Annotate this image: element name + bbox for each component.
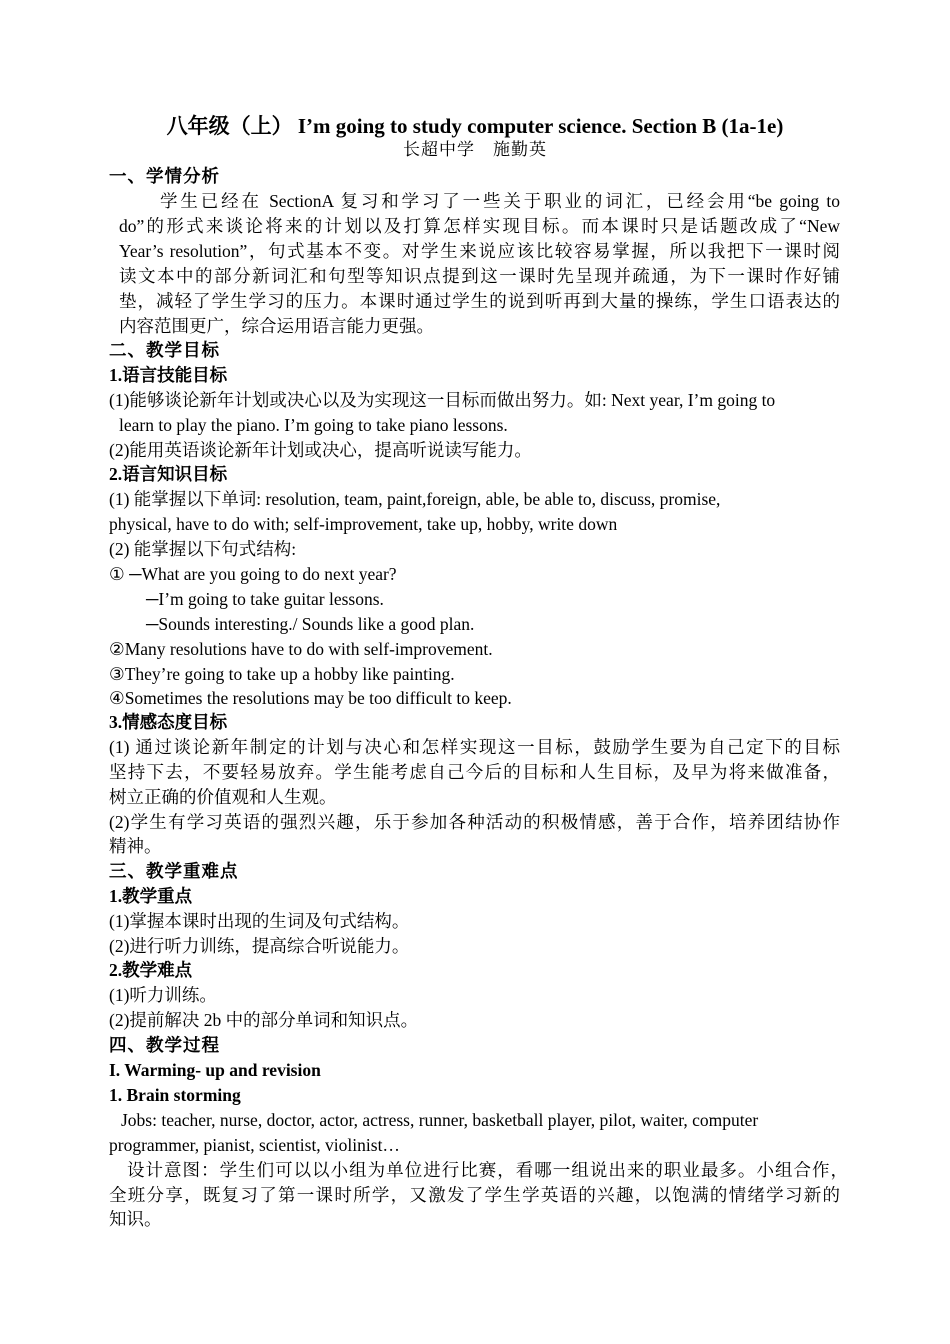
text-line: (2)进行听力训练，提高综合听说能力。 (109, 936, 410, 956)
section-heading: 一、学情分析 (109, 166, 220, 186)
text-line: programmer, pianist, scientist, violinist… (109, 1135, 400, 1155)
subsection-heading: 1.教学重点 (109, 886, 193, 906)
text-line: 树立正确的价值观和人生观。 (109, 787, 337, 807)
text-line: (1) 能掌握以下单词: resolution, team, paint,foreign, able, be able to, discuss, promise, (109, 489, 721, 509)
text-line: (1) 通过谈论新年制定的计划与决心和怎样实现这一目标，鼓励学生要为自己定下的目标 (109, 737, 840, 757)
text-line: Jobs: teacher, nurse, doctor, actor, actress, runner, basketball player, pilot, waiter, computer (121, 1110, 759, 1130)
text-line: learn to play the piano. I’m going to take piano lessons. (119, 415, 508, 435)
text-line: 设计意图：学生们可以以小组为单位进行比赛，看哪一组说出来的职业最多。小组合作， (127, 1160, 848, 1180)
subsection-heading: 2.教学难点 (109, 960, 193, 980)
text-line: (2)能用英语谈论新年计划或决心，提高听说读写能力。 (109, 440, 532, 460)
text-line: ③They’re going to take up a hobby like painting. (109, 664, 455, 684)
text-line: 知识。 (109, 1209, 162, 1229)
text-line: do”的形式来谈论将来的计划以及打算怎样实现目标。而本课时只是话题改成了“New (119, 216, 840, 236)
section-heading: 四、教学过程 (109, 1035, 220, 1055)
text-line: (1)听力训练。 (109, 985, 217, 1005)
text-line: ─Sounds interesting./ Sounds like a good plan. (146, 614, 475, 634)
text-line: (2)学生有学习英语的强烈兴趣，乐于参加各种活动的积极情感，善于合作，培养团结协作 (109, 812, 840, 832)
text-line: (1)能够谈论新年计划或决心以及为实现这一目标而做出努力。如: Next year, I’m going to (109, 390, 776, 410)
subsection-heading: 1.语言技能目标 (109, 365, 228, 385)
text-line: 内容范围更广，综合运用语言能力更强。 (119, 316, 434, 336)
text-line: 垫，减轻了学生学习的压力。本课时通过学生的说到听再到大量的操练，学生口语表达的 (119, 291, 840, 311)
text-line: ④Sometimes the resolutions may be too difficult to keep. (109, 688, 512, 708)
text-line: 坚持下去，不要轻易放弃。学生能考虑自己今后的目标和人生目标，及早为将来做准备， (109, 762, 840, 782)
text-line: 精神。 (109, 836, 162, 856)
subsection-heading: 2.语言知识目标 (109, 464, 228, 484)
text-line: 读文本中的部分新词汇和句型等知识点提到这一课时先呈现并疏通，为下一课时作好铺 (119, 266, 840, 286)
text-line: (1)掌握本课时出现的生词及句式结构。 (109, 911, 410, 931)
text-line: 全班分享，既复习了第一课时所学，又激发了学生学英语的兴趣，以饱满的情绪学习新的 (109, 1185, 840, 1205)
text-line: ① ─What are you going to do next year? (109, 564, 397, 584)
section-heading: 二、教学目标 (109, 340, 220, 360)
section-heading: 三、教学重难点 (109, 861, 239, 881)
text-line: Year’s resolution”，句式基本不变。对学生来说应该比较容易掌握，所以我把下一课时阅 (119, 241, 840, 261)
text-line: ②Many resolutions have to do with self-improvement. (109, 639, 493, 659)
subsection-heading: I. Warming- up and revision (109, 1060, 321, 1080)
document-author: 长超中学 施勤英 (403, 140, 547, 159)
document-title: 八年级（上） I’m going to study computer science. Section B (1a-1e) (166, 114, 784, 138)
text-line: ─I’m going to take guitar lessons. (146, 589, 384, 609)
subsection-heading: 3.情感态度目标 (109, 712, 228, 732)
subsection-heading: 1. Brain storming (109, 1085, 241, 1105)
text-line: (2)提前解决 2b 中的部分单词和知识点。 (109, 1010, 419, 1030)
text-line: (2) 能掌握以下句式结构: (109, 539, 297, 559)
text-line: 学生已经在 SectionA 复习和学习了一些关于职业的词汇，已经会用“be going to (160, 191, 840, 211)
text-line: physical, have to do with; self-improvement, take up, hobby, write down (109, 514, 618, 534)
